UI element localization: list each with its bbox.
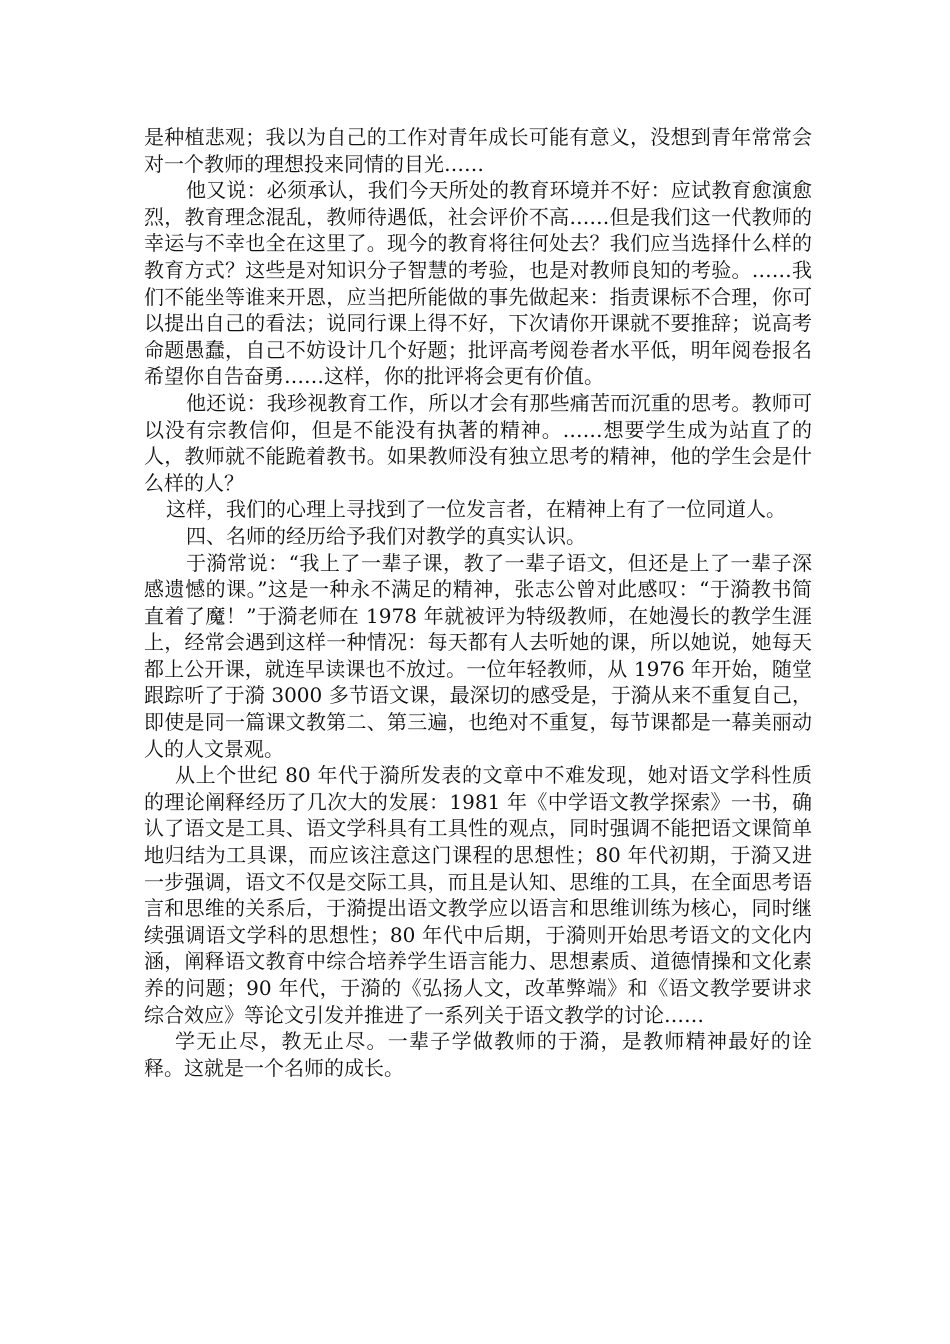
paragraph-6: 从上个世纪 80 年代于漪所发表的文章中不难发现，她对语文学科性质的理论阐释经历了几次大的发展：1981 年《中学语文教学探索》一书，确认了语文是工具、语文学科具有工具性的观点，同时强调不能把语文课简单地归结为工具课，而应该注意这门课程的思想性；80 年代初期，于漪又进一步强调，语文不仅是交际工具，而且是认知、思维的工具，在全面思考语言和思维的关系后，于漪提出语文教学应以语言和思维训练为核心，同时继续强调语文学科的思想性；80 年代中后期，于漪则开始思考语文的文化内涵，阐释语文教育中综合培养学生语言能力、思想素质、道德情操和文化素养的问题；90 年代，于漪的《弘扬人文，改革弊端》和《语文教学要讲求综合效应》等论文引发并推进了一系列关于语文教学的讨论……	[144, 763, 812, 1027]
paragraph-7: 学无止尽，教无止尽。一辈子学做教师的于漪，是教师精神最好的诠释。这就是一个名师的成长。	[144, 1029, 812, 1080]
paragraph-4: 这样，我们的心理上寻找到了一位发言者，在精神上有了一位同道人。	[166, 497, 786, 522]
paragraph-3: 他还说：我珍视教育工作，所以才会有那些痛苦而沉重的思考。教师可以没有宗教信仰，但是不能没有执著的精神。……想要学生成为站直了的人，教师就不能跪着教书。如果教师没有独立思考的精神，他的学生会是什么样的人？	[144, 390, 812, 495]
paragraph-1: 是种植悲观；我以为自己的工作对青年成长可能有意义，没想到青年常常会对一个教师的理想投来同情的目光……	[144, 125, 812, 176]
paragraph-5: 于漪常说：“我上了一辈子课，教了一辈子语文，但还是上了一辈子深感遗憾的课。”这是一种永不满足的精神，张志公曾对此感叹：“于漪教书简直着了魔！”于漪老师在 1978 年就被评为特级教师，在她漫长的教学生涯上，经常会遇到这样一种情况：每天都有人去听她的课，所以她说，她每天都上公开课，就连早读课也不放过。一位年轻教师，从 1976 年开始，随堂跟踪听了于漪 3000 多节语文课，最深切的感受是，于漪从来不重复自己，即使是同一篇课文教第二、第三遍，也绝对不重复，每节课都是一幕美丽动人的人文景观。	[144, 550, 812, 761]
section-heading-4: 四、名师的经历给予我们对教学的真实认识。	[186, 523, 586, 548]
document-page	[144, 124, 812, 1081]
paragraph-2: 他又说：必须承认，我们今天所处的教育环境并不好：应试教育愈演愈烈，教育理念混乱，教师待遇低，社会评价不高……但是我们这一代教师的幸运与不幸也全在这里了。现今的教育将往何处去？我们应当选择什么样的教育方式？这些是对知识分子智慧的考验，也是对教师良知的考验。……我们不能坐等谁来开恩，应当把所能做的事先做起来：指责课标不合理，你可以提出自己的看法；说同行课上得不好，下次请你开课就不要推辞；说高考命题愚蠢，自己不妨设计几个好题；批评高考阅卷者水平低，明年阅卷报名希望你自告奋勇……这样，你的批评将会更有价值。	[144, 178, 812, 389]
